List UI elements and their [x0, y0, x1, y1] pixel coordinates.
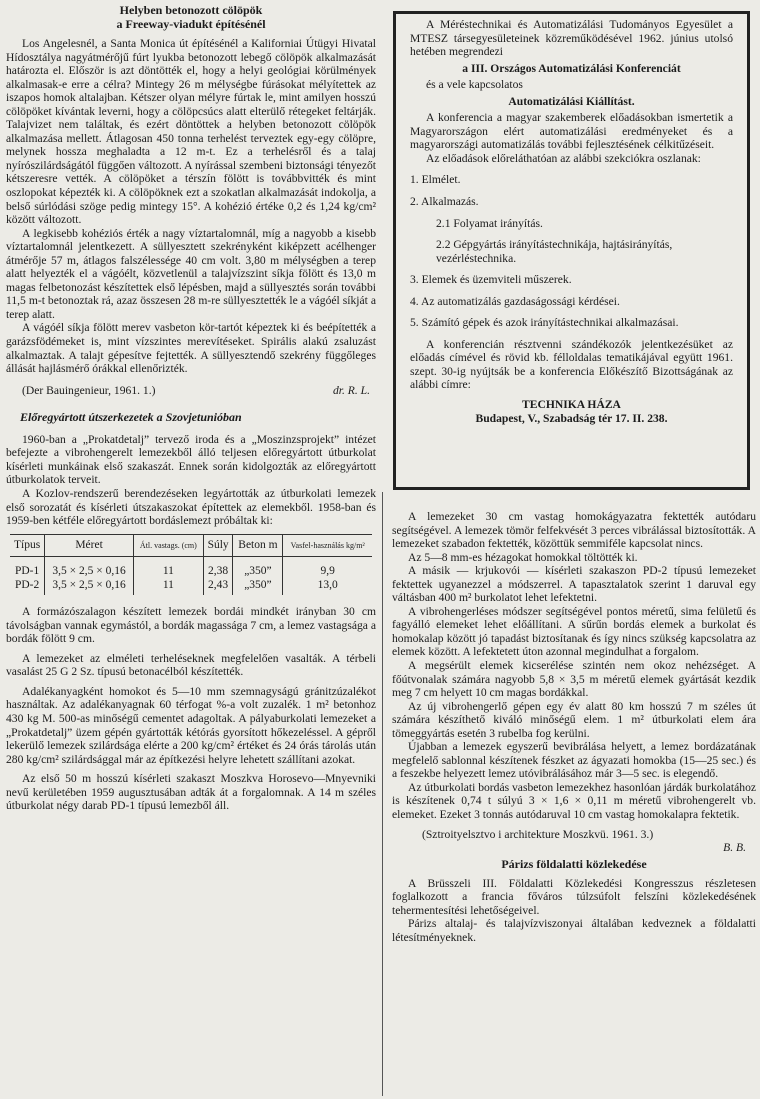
table-row	[10, 577, 372, 595]
article2-paragraph: Adalékanyagként homokot és 5—10 mm szemnagyságú gránitzúzalékot használtak. Az adalékanyagnak 60 térfogat %-a volt zuzalék. 1 m² betonhoz 430 kg M. 500-as minőségű cementet adagoltak. A pályaburkolati lemezeket a „Prokatdetalj” üzem gépén gyártották kétórás gyorsított hőkezeléssel. A gépről lekerülő lemezek szilárdsága elérte a 200 kg/cm² értéket és 24 órás tárolás után 280 kg/cm² szilárdsággal már az építkezési helyre lehetett szállítani azokat.	[6, 684, 376, 766]
table-header-type: Típus	[10, 534, 45, 557]
column-divider	[382, 492, 383, 1096]
table-cell: 11	[133, 557, 203, 578]
article1-source: (Der Bauingenieur, 1961. 1.)	[22, 383, 156, 397]
table-header-weight: Súly	[203, 534, 233, 557]
article2-paragraph: A Kozlov-rendszerű berendezéseken legyártották az útburkolati lemezek első sorozatát és kísérleti útszakaszokat építettek az elemekből. 1958-ban és 1959-ben kétféle előregyártott bordáslemezt próbáltak ki:	[6, 486, 376, 528]
section-label: 5. Számító gépek és azok irányítástechnikai alkalmazásai.	[410, 316, 679, 330]
article3-paragraph: A Brüsszeli III. Földalatti Közlekedési Kongresszus részletesen foglalkozott a francia főváros túlzsúfolt felszíni közlekedésének tehermentesítési lehetőségeivel.	[392, 876, 756, 917]
article2-paragraph: Az 5—8 mm-es hézagokat homokkal töltötték ki.	[408, 550, 638, 564]
article2-paragraph: Az új vibrohengerlő gépen egy év alatt 80 km hosszú 7 m széles út számára készíthető kiváló minőségű elem. 1 m² útburkolati elem ára tömeggyártás esetén 3 rubelba fog kerülni.	[392, 699, 756, 740]
table-cell: 13,0	[283, 577, 372, 595]
address-block	[410, 398, 733, 425]
section-label: 2. Alkalmazás.	[410, 195, 479, 209]
article1-paragraph: A legkisebb kohéziós érték a nagy víztartalomnál, míg a nagyobb a kisebb víztartalomnál jelentkezett. A süllyesztett szekrényként kiképzett acélhenger átmérője 57 m, átlagos falszélessége 40 cm volt. 3,80 m mélységben a terep alatt helyezték el a vágóélt, közvetlenül a talajvízszint síkja fölött és 13,0 m magas felbetonozást készítettek első lépésben, majd a süllyesztés során további 11,5 m-t betonoztak rá, azaz összesen 28 m-re süllyesztették le a vágóél síkját a terep alatt.	[6, 226, 376, 321]
table-cell: 9,9	[283, 557, 372, 578]
article2-paragraph: Újabban a lemezek egyszerű bevibrálása helyett, a lemez bordázatának megfelelő sablonnal készítenek fészket az ágyazati homokba (15—25 sec.) és a feszekbe helyezett lemez utóvibrálásához már 3—5 sec. is elegendő.	[392, 740, 756, 781]
table-header-size: Méret	[45, 534, 134, 557]
exhibition-title: Automatizálási Kiállítást.	[508, 94, 635, 108]
table-cell: 3,5 × 2,5 × 0,16	[45, 557, 134, 578]
right-column	[392, 510, 756, 944]
article2-paragraph: A másik — krjukovói — kísérleti szakaszon PD-2 típusú lemezeket fektettek ugyanezzel a módszerrel. A tapasztalatok szerint 1 daruval egy váltásban 400 m² burkolatot lehet lefektetni.	[392, 564, 756, 605]
article2-paragraph: 1960-ban a „Prokatdetalj” tervező iroda és a „Moszinzsprojekt” intézet befejezte a vibrohengerelt lemezekből álló teljesen előregyártott útburkolat kísérleti munkáinak első szakaszát. Ennek során kidolgozták az előregyártott útburkolatok terveit.	[6, 432, 376, 487]
article2-title: Előregyártott útszerkezetek a Szovjetunióban	[20, 410, 242, 425]
article2-paragraph: A vibrohengerléses módszer segítségével pontos méretű, sima felületű és fagyálló elemeket lehet előállítani. A sűrűn bordás elemek a burkolat és homokalap között jó tapadást biztosítanak és így nincs szükség kapcsolatra az elemek között. A lefektetett úton azonnal megindulhat a forgalom.	[392, 604, 756, 659]
article1-source-line	[6, 384, 376, 398]
list-item	[410, 273, 733, 287]
list-item	[410, 173, 733, 187]
article2-paragraph: A lemezeket az elméleti terheléseknek megfelelően vasalták. A térbeli vasalást 25 G 2 Sz. típusú betonacélból készítették.	[6, 651, 376, 679]
list-item	[410, 295, 733, 309]
table-cell: 2,38	[203, 557, 233, 578]
list-item	[410, 316, 733, 330]
left-column	[6, 0, 376, 813]
section-list	[410, 173, 733, 329]
table-header-thickness: Átl. vastags. (cm)	[133, 534, 203, 557]
article1-title	[6, 3, 376, 31]
article3-paragraph: Párizs altalaj- és talajvízviszonyai általában kedveznek a földalatti létesítményeknek.	[392, 917, 756, 944]
conference-announcement-box	[393, 11, 750, 490]
article2-signature: B. B.	[723, 841, 746, 855]
article1-paragraph: Los Angelesnél, a Santa Monica út építésénél a Kaliforniai Útügyi Hivatal Hídosztálya nagyátmérőjű fúrt lyukba betonozott lebegő cölöpök alkalmazását határozta el. Először is azt döntötték el, hogy a helyi geológiai körülmények alkalmasak-e erre a célra? Mintegy 26 m mélységbe fúrásokat mélyítettek az iszapos homok altalajban. Kétszer olyan mélyre fúrtak le, mint amilyen hosszú cölöpöket kívántak leverni, hogy a cölöpcsúcs alatt elterülő rétegeket feltárják. Talajvizet nem találtak, és ezért döntöttek a helyben betonozott cölöpök alkalmazása mellett. Átlagosan 450 tonna terhelést terveztek egy-egy cölöpre, melynek hossza meghaladta a 12 m-t. Ez a terhelésről és a talaj nyírószilárdságától függően változott. A nyírással szembeni biztonsági tényezőt kétszeresre vették. A cölöpöket a térszín fölött is továbbvitték és mint oszlopokat képezték ki. A cölöpöknek ezt a szokatlan alkalmazását indokolja, a belső súrlódási szöge pedig mintegy 15°. A kohézió értéke 0,2 és 1,24 kg/cm² között változott.	[6, 37, 376, 227]
announcement-and-line: és a vele kapcsolatos	[426, 78, 523, 92]
table-cell: 2,43	[203, 577, 233, 595]
table-header-concrete: Beton m	[233, 534, 283, 557]
section-label: 3. Elemek és üzemviteli műszerek.	[410, 273, 572, 287]
article2-paragraph: A formázószalagon készített lemezek bordái mindkét irányban 30 cm távolságban vannak egymástól, a bordák magassága 7 cm, a lemez vastagsága a bordák fölött 9 cm.	[6, 605, 376, 646]
section-label: 1. Elmélet.	[410, 173, 461, 187]
announcement-intro: A Méréstechnikai és Automatizálási Tudományos Egyesület a MTESZ társegyesületeinek közreműködésével 1962. június utolsó hetében megrendezi	[410, 18, 733, 59]
section-label: 4. Az automatizálás gazdaságossági kérdései.	[410, 294, 620, 308]
article1-signature: dr. R. L.	[332, 383, 370, 397]
list-item	[410, 195, 733, 265]
article2-paragraph: A megsérült elemek kicserélése szintén nem okoz nehézséget. A főútvonalak számára nagyobb 5,8 × 3,5 m méretű elemek gyártását kezdik meg 7 cm helyett 10 cm magas bordákkal.	[392, 659, 756, 700]
article2-paragraph: A lemezeket 30 cm vastag homokágyazatra fektették autódaru segítségével. A lemezek tömör felfekvését 3 perces vibrálással biztosították. A lemezeket szabadon fektették, közöttük semmiféle kapcsolat nincs.	[392, 510, 756, 551]
conference-title: a III. Országos Automatizálási Konferenciát	[462, 61, 681, 75]
article1-title-line2: a Freeway-viadukt építésénél	[116, 17, 266, 31]
article1-paragraph: A vágóél síkja fölött merev vasbeton kör-tartót képeztek ki és beépítették a garázsfödémeket is, mint vízszintes merevítéseket. Spirális alakú zsaluzást alkalmaztak. A talajt gépesítve fejtették. A süllyesztendő szekrény függőleges állását hajlásmérő órákkal ellenőrizték.	[6, 321, 376, 376]
article2-source: (Sztroityelsztvo i architekture Moszkvü. 1961. 3.)	[422, 827, 654, 841]
address-name: TECHNIKA HÁZA	[522, 398, 621, 412]
table-cell: 3,5 × 2,5 × 0,16	[45, 577, 134, 595]
announcement-paragraph: A konferencia a magyar szakemberek előadásokban ismertetik a Magyarországon elért automatizálási eredményeket és a magyarországi automatizálás további fejlesztésének célkitűzéseit.	[410, 111, 733, 152]
table-header-steel: Vasfel-használás kg/m²	[283, 534, 372, 557]
article2-paragraph: Az útburkolati bordás vasbeton lemezekhez hasonlóan járdák burkolatához is készítenek 0,74 t súlyú 3 × 1,6 × 0,11 m méretű vibrohengerelt vb. elemeket. Ezeket 3 tonnás autódaruval 10 cm vastag homokalapra fektetik.	[392, 780, 757, 822]
table-cell: PD-1	[14, 565, 40, 578]
announcement-paragraph: Az előadások előreláthatóan az alábbi szekciókra oszlanak:	[426, 151, 701, 165]
address-line: Budapest, V., Szabadság tér 17. II. 238.	[475, 411, 668, 425]
table-cell: „350”	[233, 577, 283, 595]
subsection-label: 2.2 Gépgyártás irányítástechnikája, hajtásirányítás, vezérléstechnika.	[436, 238, 673, 265]
subsection-label: 2.1 Folyamat irányítás.	[436, 216, 543, 230]
table-row	[10, 557, 372, 578]
article2-paragraph: Az első 50 m hosszú kísérleti szakaszt Moszkva Horosevo—Mnyevniki nevű kerületében 1959 augusztusában adták át a forgalomnak. A 14 m széles útburkolat négy darab PD-1 típusú lemezből áll.	[6, 772, 376, 813]
article1-title-line1: Helyben betonozott cölöpök	[119, 3, 263, 17]
table-cell: PD-2	[14, 579, 40, 592]
table-cell: „350”	[233, 557, 283, 578]
table-cell: 11	[133, 577, 203, 595]
article3-title: Párizs földalatti közlekedése	[501, 856, 647, 871]
slab-spec-table	[10, 534, 372, 596]
announcement-paragraph: A konferencián résztvenni szándékozók jelentkezésüket az előadás címével és rövid kb. félloldalas tematikájával együtt 1961. szept. 30-ig nyújtsák be a konferencia Előkészítő Bizottságának az alábbi címre:	[410, 337, 733, 392]
